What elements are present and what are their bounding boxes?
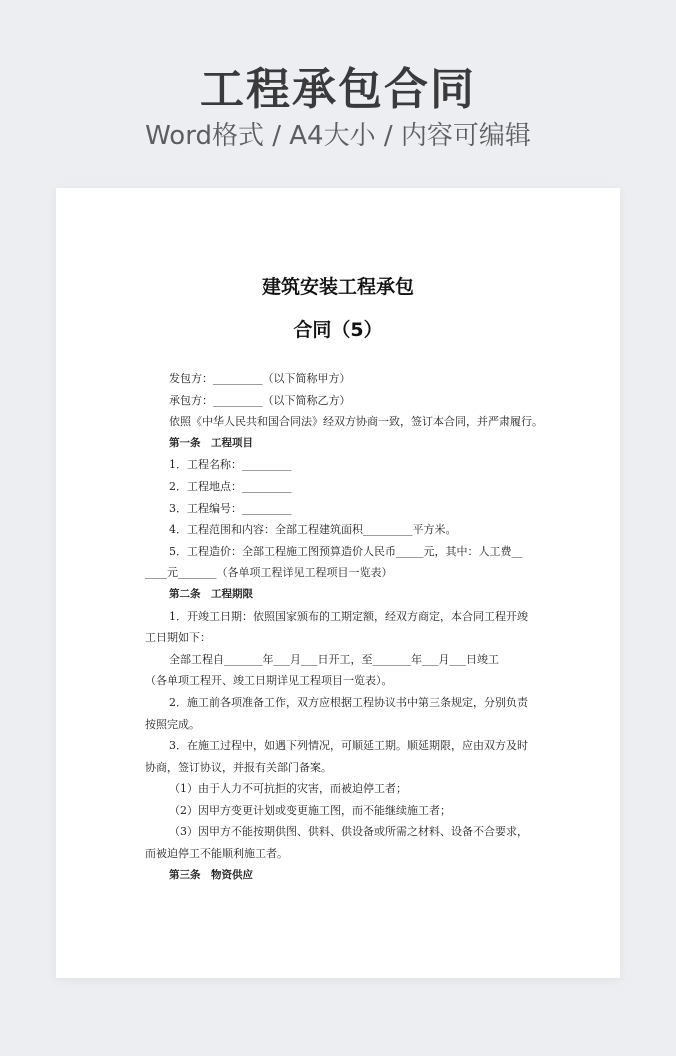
party-b-line: 承包方：_________（以下简称乙方） — [169, 393, 351, 407]
hero-subtitle: Word格式 / A4大小 / 内容可编辑 — [145, 121, 531, 151]
clause-line: 全部工程自_______年___月___日开工，至_______年___月___日竣工 — [169, 652, 499, 666]
clause-line: 1．工程名称：_________ — [169, 458, 292, 472]
document-title-line-2: 合同（5） — [293, 319, 383, 341]
document-page — [56, 188, 620, 978]
clause-line: （各单项工程开、竣工日期详见工程项目一览表）。 — [145, 674, 393, 688]
party-a-line: 发包方：_________（以下简称甲方） — [169, 372, 351, 385]
clause-line: （3）因甲方不能按期供图、供料、供设备或所需之材料、设备不合要求， — [169, 825, 528, 839]
clause-line: 5．工程造价：全部工程施工图预算造价人民币_____元，其中：人工费__ — [169, 544, 523, 558]
article-1-heading: 第一条 工程项目 — [169, 436, 253, 449]
document-title-line-1: 建筑安装工程承包 — [261, 276, 414, 298]
article-3-heading: 第三条 物资供应 — [169, 868, 253, 881]
clause-line: 1．开竣工日期：依照国家颁布的工期定额，经双方商定，本合同工程开竣 — [169, 609, 528, 623]
preamble-line: 依照《中华人民共和国合同法》经双方协商一致，签订本合同，并严肃履行。 — [169, 415, 543, 429]
document-body — [145, 368, 543, 886]
clause-line: 2．施工前各项准备工作，双方应根据工程协议书中第三条规定，分别负责 — [169, 695, 528, 709]
clause-line: （2）因甲方变更计划或变更施工图，而不能继续施工者； — [169, 803, 451, 817]
clause-line: 4．工程范围和内容：全部工程建筑面积_________平方米。 — [169, 523, 457, 537]
clause-line: 3．工程编号：_________ — [169, 501, 292, 515]
clause-line: 协商，签订协议，并报有关部门备案。 — [145, 760, 332, 774]
article-2-heading: 第二条 工程期限 — [169, 587, 253, 600]
clause-line: ____元_______（各单项工程详见工程项目一览表） — [145, 566, 393, 580]
clause-line: 2．工程地点：_________ — [169, 479, 292, 493]
clause-line: 3．在施工过程中，如遇下列情况，可顺延工期。顺延期限，应由双方及时 — [169, 739, 528, 753]
clause-line: （1）由于人力不可抗拒的灾害，而被迫停工者； — [169, 782, 407, 796]
clause-line: 按照完成。 — [145, 717, 200, 731]
clause-line: 而被迫停工不能顺利施工者。 — [145, 847, 288, 861]
hero-title: 工程承包合同 — [200, 64, 476, 115]
clause-line: 工日期如下： — [145, 631, 211, 645]
